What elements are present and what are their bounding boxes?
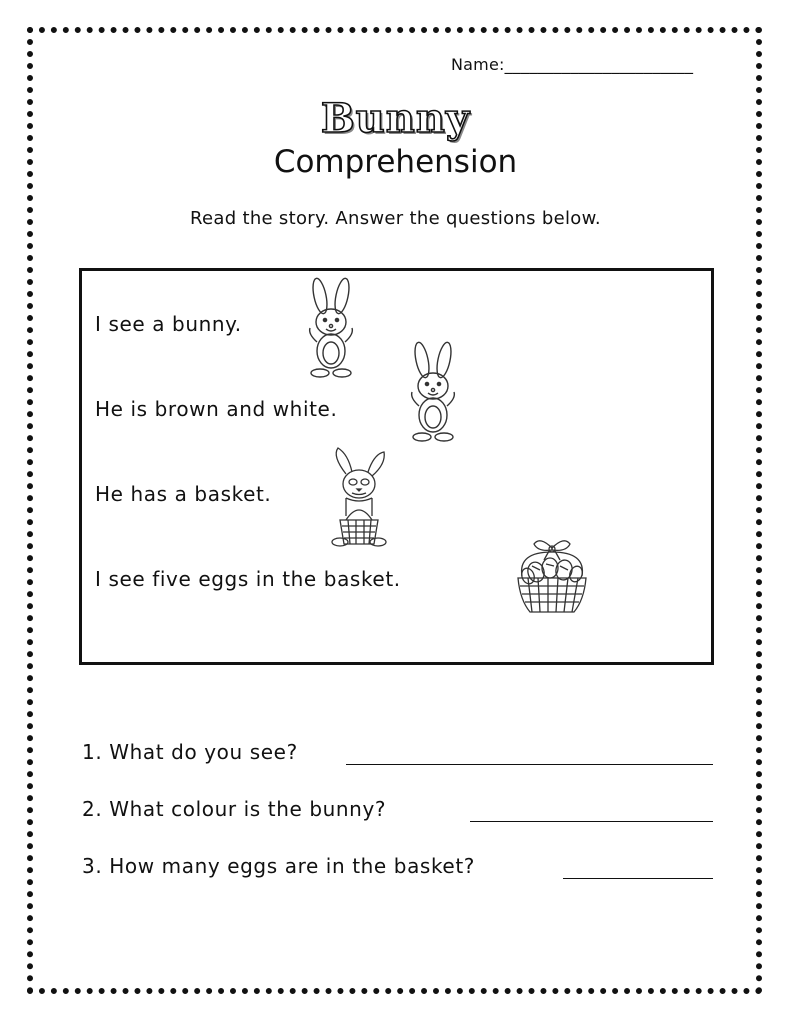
- bunny-with-basket-icon: [326, 446, 390, 550]
- bunny-icon: [298, 276, 364, 380]
- page-subtitle: Comprehension: [273, 144, 518, 180]
- instructions: Read the story. Answer the questions below.: [190, 208, 601, 229]
- name-blank: _______________________: [504, 55, 694, 74]
- page-title: Bunny: [320, 95, 471, 142]
- question-3: 3. How many eggs are in the basket?: [82, 854, 475, 878]
- answer-line-3[interactable]: [563, 878, 713, 879]
- egg-basket-icon: [514, 536, 590, 620]
- question-2: 2. What colour is the bunny?: [82, 797, 387, 821]
- name-label: Name:: [451, 55, 505, 74]
- answer-line-1[interactable]: [346, 764, 713, 765]
- story-line: I see five eggs in the basket.: [95, 567, 401, 591]
- story-line: He has a basket.: [95, 482, 272, 506]
- bunny-icon: [400, 340, 466, 444]
- name-field[interactable]: [451, 55, 693, 74]
- story-line: He is brown and white.: [95, 397, 338, 421]
- question-1: 1. What do you see?: [82, 740, 298, 764]
- answer-line-2[interactable]: [470, 821, 713, 822]
- story-line: I see a bunny.: [95, 312, 242, 336]
